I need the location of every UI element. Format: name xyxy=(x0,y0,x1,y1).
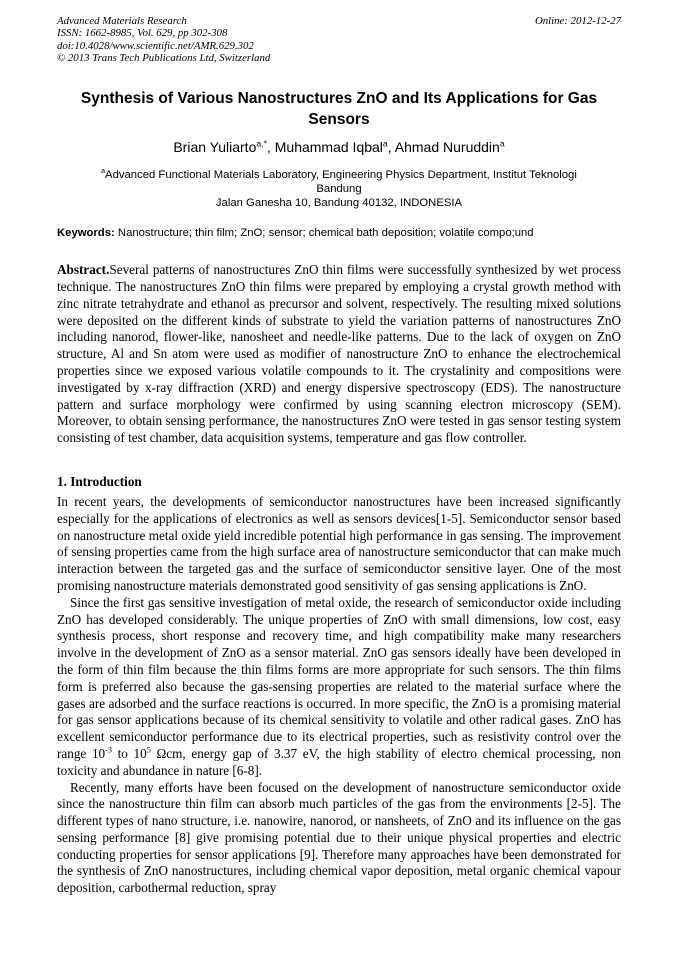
author-affiliation-sup: a,* xyxy=(256,138,267,149)
affiliation-sup: a xyxy=(101,168,106,176)
affiliation-address: Jalan Ganesha 10, Bandung 40132, INDONESIA xyxy=(215,197,463,210)
author-separator: , xyxy=(387,139,395,156)
copyright-line: © 2013 Trans Tech Publications Ltd, Switzerland xyxy=(57,51,271,64)
intro-paragraph-2-end: Ωcm, energy gap of 3.37 eV, the high stability of electro chemical processing, non toxicity and abundance in nature [6-8]. xyxy=(57,745,621,778)
affiliation-line: Bandung xyxy=(316,183,362,196)
online-date: Online: 2012-12-27 xyxy=(534,15,621,27)
abstract-label: Abstract. xyxy=(57,262,110,278)
author-name: Muhammad Iqbal xyxy=(274,139,383,156)
section-heading-introduction: 1. Introduction xyxy=(57,473,142,489)
journal-header-left xyxy=(57,15,270,64)
journal-header xyxy=(57,15,621,64)
author-name: Ahmad Nuruddin xyxy=(394,139,500,156)
author-affiliation-sup: a xyxy=(382,138,388,149)
author-separator: , xyxy=(266,139,275,156)
author-name: Brian Yuliarto xyxy=(173,139,257,156)
intro-paragraph-2-text: Since the first gas sensitive investigation of metal oxide, the research of semiconductor oxide including ZnO has developed considerably. The unique properties of ZnO with small dimensions, low cost, easy synthesis process, short response and recovery time, and high compatibility make many researchers involve in the development of ZnO as a sensor material. ZnO gas sensors ideally have been developed in the form of thin film because the thin films forms are more appropriate for such sensors. The thin films form is preferred also because the gas-sensing properties are related to the material surface where the gases are adsorbed and the surface reactions is occurred. In more specific, the ZnO is a promising material for gas sensor applications because of its chemical sensitivity to volatile and other radical gases. ZnO has excellent semiconductor performance due to its electrical properties, such as resistivity control over the range 10 xyxy=(57,594,621,761)
affiliation-line: Advanced Functional Materials Laboratory, Engineering Physics Department, Institut Teknologi xyxy=(105,169,577,182)
intro-paragraph-2-mid: to 10 xyxy=(111,745,147,761)
issn-line: ISSN: 1662-8985, Vol. 629, pp 302-308 xyxy=(57,27,228,40)
abstract-text: Several patterns of nanostructures ZnO thin films were successfully synthesized by wet process technique. The nanostructures ZnO thin films were prepared by employing a crystal growth method with zinc nitrate tetrahydrate and ethanol as precursor and solvent, respectively. The resulting mixed solutions were deposited on the different kinds of substrate to yield the variation patterns of nanostructures ZnO including nanorod, flower-like, nanosheet and needle-like patterns. Due to the lack of oxygen on ZnO structure, Al and Sn atom were used as modifier of nanostructure ZnO to enhance the electrochemical properties since we exposed various volatile compounds to it. The crystalinity and compositions were investigated by x-ray diffraction (XRD) and energy dispersive spectroscopy (EDS). The nanostructure pattern and surface morphology were confirmed by using scanning electron microscopy (SEM). Moreover, to obtain sensing performance, the nanostructures ZnO were tested in gas sensor testing system consisting of test chamber, data acquisition systems, temperature and gas flow controller. xyxy=(57,262,621,446)
resistivity-exponent-high: 5 xyxy=(146,745,151,755)
keywords-label: Keywords: xyxy=(57,227,115,240)
keywords-text: Nanostructure; thin film; ZnO; sensor; chemical bath deposition; volatile compo;und xyxy=(117,227,534,240)
intro-paragraph-2 xyxy=(57,595,621,780)
doi-line: doi:10.4028/www.scientific.net/AMR.629.302 xyxy=(57,39,254,52)
journal-name: Advanced Materials Research xyxy=(57,15,187,27)
paper-title: Synthesis of Various Nanostructures ZnO and Its Applications for Gas Sensors xyxy=(80,90,598,129)
author-affiliation-sup: a xyxy=(499,138,505,149)
authors-line xyxy=(57,139,621,155)
intro-paragraph-3: Recently, many efforts have been focused on the development of nanostructure semiconductor oxide since the nanostructure thin film can absorb much particles of the gas from the environments [2-5]. The different types of nano structure, i.e. nanowire, nanorod, or nansheets, of ZnO and its influence on the gas sensing performance [8] give promising potential due to their unique physical properties and electric conducting properties for sensor applications [9]. Therefore many approaches have been demonstrated for the synthesis of ZnO nanostructures, including chemical vapor deposition, metal organic chemical vapour deposition, carbothermal reduction, spray xyxy=(57,779,621,896)
abstract-paragraph xyxy=(57,262,621,447)
resistivity-exponent-low: -3 xyxy=(105,745,112,755)
intro-paragraph-1: In recent years, the developments of semiconductor nanostructures have been increased significantly especially for the applications of electronics as well as sensors devices[1-5]. Semiconductor sensor based on nanostructure metal oxide yield incredible potential high performance in gas sensing. The improvement of sensing properties came from the high surface area of nanostructure semiconductor that can make much interaction between the targeted gas and the surface of semiconductor sensitive layer. One of the most promising nanostructure materials demonstrated good sensitivity of gas sensing applications is ZnO. xyxy=(57,493,621,593)
keywords-line xyxy=(57,226,621,240)
affiliation xyxy=(57,168,621,210)
